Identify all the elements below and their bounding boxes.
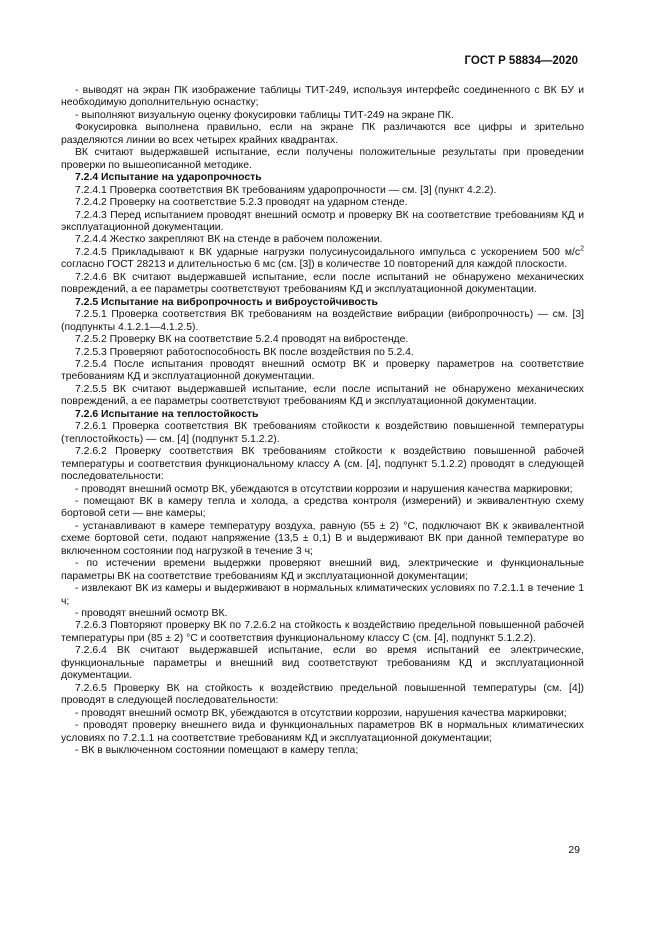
paragraph: - проводят внешний осмотр ВК. [75,608,228,620]
paragraph: 7.2.5.4 После испытания проводят внешний осмотр ВК и проверку параметров на соответствие требованиям КД и эксплуатационной документации. [61,358,584,383]
paragraph: - помещают ВК в камеру тепла и холода, а средства контроля (измерений) и эквивалентную схему бортовой сети — вне камеры; [61,495,584,520]
document-header-id: ГОСТ Р 58834—2020 [464,55,578,67]
paragraph: 7.2.6.3 Повторяют проверку ВК по 7.2.6.2 на стойкость к воздействию предельной повышенной рабочей температуры при (85 ± 2) °С и соответствия функциональному классу С (см. [4], подпункт 5.1.2.2). [61,620,584,644]
section-heading: 7.2.5 Испытание на вибропрочность и виброустойчивость [75,296,378,308]
paragraph: 7.2.6.1 Проверка соответствия ВК требованиям стойкости к воздействию повышенной температуры (теплостойкость) — см. [4] (подпункт 5.1.2.2). [61,421,584,445]
paragraph: - устанавливают в камере температуру воздуха, равную (55 ± 2) °С, подключают ВК к эквивалентной схеме бортовой сети, подают напряжение (13,5 ± 0,1) В и выдерживают ВК при данной температуре во включенном состоянии под нагрузкой в течение 3 ч; [61,520,584,557]
paragraph: 7.2.4.1 Проверка соответствия ВК требованиям ударопрочности — см. [3] (пункт 4.2.2). [75,184,497,196]
paragraph: - извлекают ВК из камеры и выдерживают в нормальных климатических условиях по 7.2.1.1 в течение 1 ч; [61,583,584,607]
paragraph: - выполняют визуальную оценку фокусировки таблицы ТИТ-249 на экране ПК. [75,109,454,121]
document-body [61,85,584,757]
paragraph: 7.2.5.5 ВК считают выдержавшей испытание, если после испытаний не обнаружено механических повреждений, а ее параметры соответствуют требованиям КД и эксплуатационной документации. [61,383,584,408]
paragraph: 7.2.5.3 Проверяют работоспособность ВК после воздействия по 5.2.4. [75,346,414,358]
paragraph: - ВК в выключенном состоянии помещают в камеру тепла; [75,745,359,757]
paragraph: Фокусировка выполнена правильно, если на экране ПК различаются все цифры и зрительно разделяются линии во всех четырех крайних квадрантах. [61,122,584,146]
section-heading: 7.2.6 Испытание на теплостойкость [75,408,259,420]
section-heading: 7.2.4 Испытание на ударопрочность [75,172,262,184]
paragraph: 7.2.6.2 Проверку соответствия ВК требованиям стойкости к воздействию повышенной рабочей температуры и соответствия функциональному классу А (см. [4], подпункт 5.1.2.2) проводят в следующей последовательности: [61,446,584,483]
paragraph: 7.2.5.1 Проверка соответствия ВК требованиям на воздействие вибрации (вибропрочность) — см. [3] (подпункты 4.1.2.1—4.1.2.5). [61,309,584,333]
paragraph: - выводят на экран ПК изображение таблицы ТИТ-249, используя интерфейс соединенного с ВК БУ и необходимую дополнительную оснастку; [61,85,584,109]
paragraph: 7.2.4.5 Прикладывают к ВК ударные нагрузки полусинусоидального импульса с ускорением 500 $м/с^2$ согласно ГОСТ 28213 и длительностью 6 мс (см. [3]) в количестве 10 повторений для каждой плоскости. [61,245,584,271]
page-number: 29 [568,844,580,856]
paragraph: 7.2.4.4 Жестко закрепляют ВК на стенде в рабочем положении. [75,234,383,246]
paragraph: 7.2.6.5 Проверку ВК на стойкость к воздействию предельной повышенной температуры (см. [4]) проводят в следующей последовательности: [61,682,584,707]
paragraph: 7.2.4.3 Перед испытанием проводят внешний осмотр и проверку ВК на соответствие требованиям КД и эксплуатационной документации. [61,209,584,233]
paragraph: 7.2.6.4 ВК считают выдержавшей испытание, если во время испытаний ее электрические, функциональные параметры и внешний вид соответствуют требованиям КД и эксплуатационной документации. [61,645,584,682]
paragraph: 7.2.4.2 Проверку на соответствие 5.2.3 проводят на ударном стенде. [75,197,408,209]
paragraph: - проводят внешний осмотр ВК, убеждаются в отсутствии коррозии, нарушения качества маркировки; [75,707,567,719]
paragraph: - по истечении времени выдержки проверяют внешний вид, электрические и функциональные параметры ВК на соответствие требованиям КД и эксплуатационной документации; [61,558,584,582]
paragraph: ВК считают выдержавшей испытание, если получены положительные результаты при проведении проверки по вышеописанной методике. [61,147,584,171]
paragraph: 7.2.4.6 ВК считают выдержавшей испытание, если после испытаний не обнаружено механических повреждений, а ее параметры соответствуют требованиям КД и эксплуатационной документации. [61,271,584,296]
paragraph: - проводят проверку внешнего вида и функциональных параметров ВК в нормальных климатических условиях по 7.2.1.1 на соответствие требованиям КД и эксплуатационной документации; [61,720,584,744]
paragraph: 7.2.5.2 Проверку ВК на соответствие 5.2.4 проводят на вибростенде. [75,334,409,346]
paragraph: - проводят внешний осмотр ВК, убеждаются в отсутствии коррозии и нарушения качества маркировки; [75,483,573,495]
